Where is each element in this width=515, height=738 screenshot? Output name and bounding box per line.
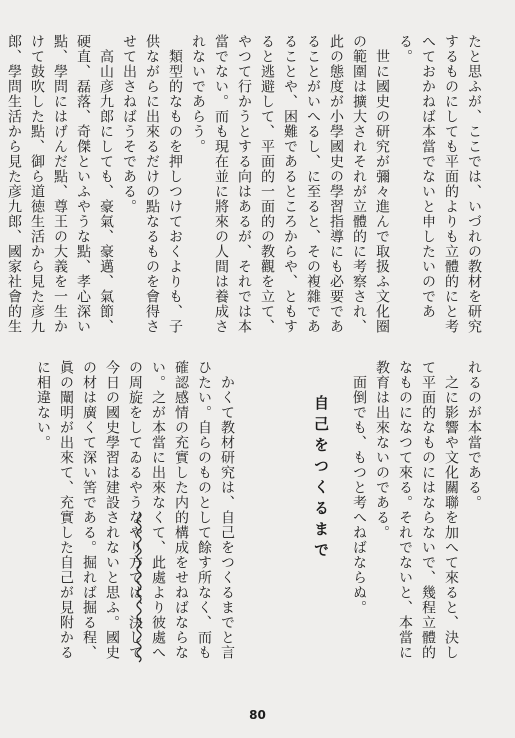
- upper-body-text: たと思ふが、ここでは、いづれの教材を研究するものにしても平面的よりも立體的にと考へておかねば本當でないと申したいのである。 世に國史の研究が彌々進んで取扱ふ文化圈の範圍は擴大されそれが立體的に考察され、此の態度が小學國史の學習指導にも必要であることがいへるし、に至ると、その複雜であることや、困難であるところからや、ともすると逃避して、平面的一面的の教觀を立て、やつて行かうとする向はあるが、それでは本當でない。而も現在並に將來の人間は養成されないであらう。 類型的なものを押しつけておくよりも、子供ながらに出來るだけの點なるものを會得させて出さねばうそである。 高山彦九郎にしても、豪氣、豪邁、氣節、硬直、磊落、奇傑といふやうな點、孝心深い點、學問にはげんだ點、尊王の大義を一生かけて鼓吹した點、御ら道徳生活から見た彦九郎、學問生活から見た彦九郎、國家社會的生: [6, 34, 482, 334]
- section-heading: 自己をつくるまで: [312, 395, 330, 563]
- lower-right-body-text: れるのが本當である。 之に影響や文化關聯を加へて來ると、決して平面的なものにはならないで、幾程立體的なものになつて來る。それでないと、本當に教育は出來ないのである。 面倒でも、もつと考へねばならぬ。: [351, 360, 482, 660]
- lower-left-body-text: かくて教材研究は、自己をつくるまでと言ひたい。自らのものとして餘す所なく、而も確認感情の充實した内的構成をせねばならない。之が本當に出來なくて、此處より彼處への周旋をしてゐるやうなやり方では、決して今日の國史學習は建設されないと思ふ。國史の材は廣くて深い筈である。掘れば掘る程、眞の闡明が出來て、充實した自己が見附かるに相違ない。: [35, 360, 235, 660]
- page-number: 80: [249, 708, 266, 722]
- wavy-divider-line: [132, 512, 146, 662]
